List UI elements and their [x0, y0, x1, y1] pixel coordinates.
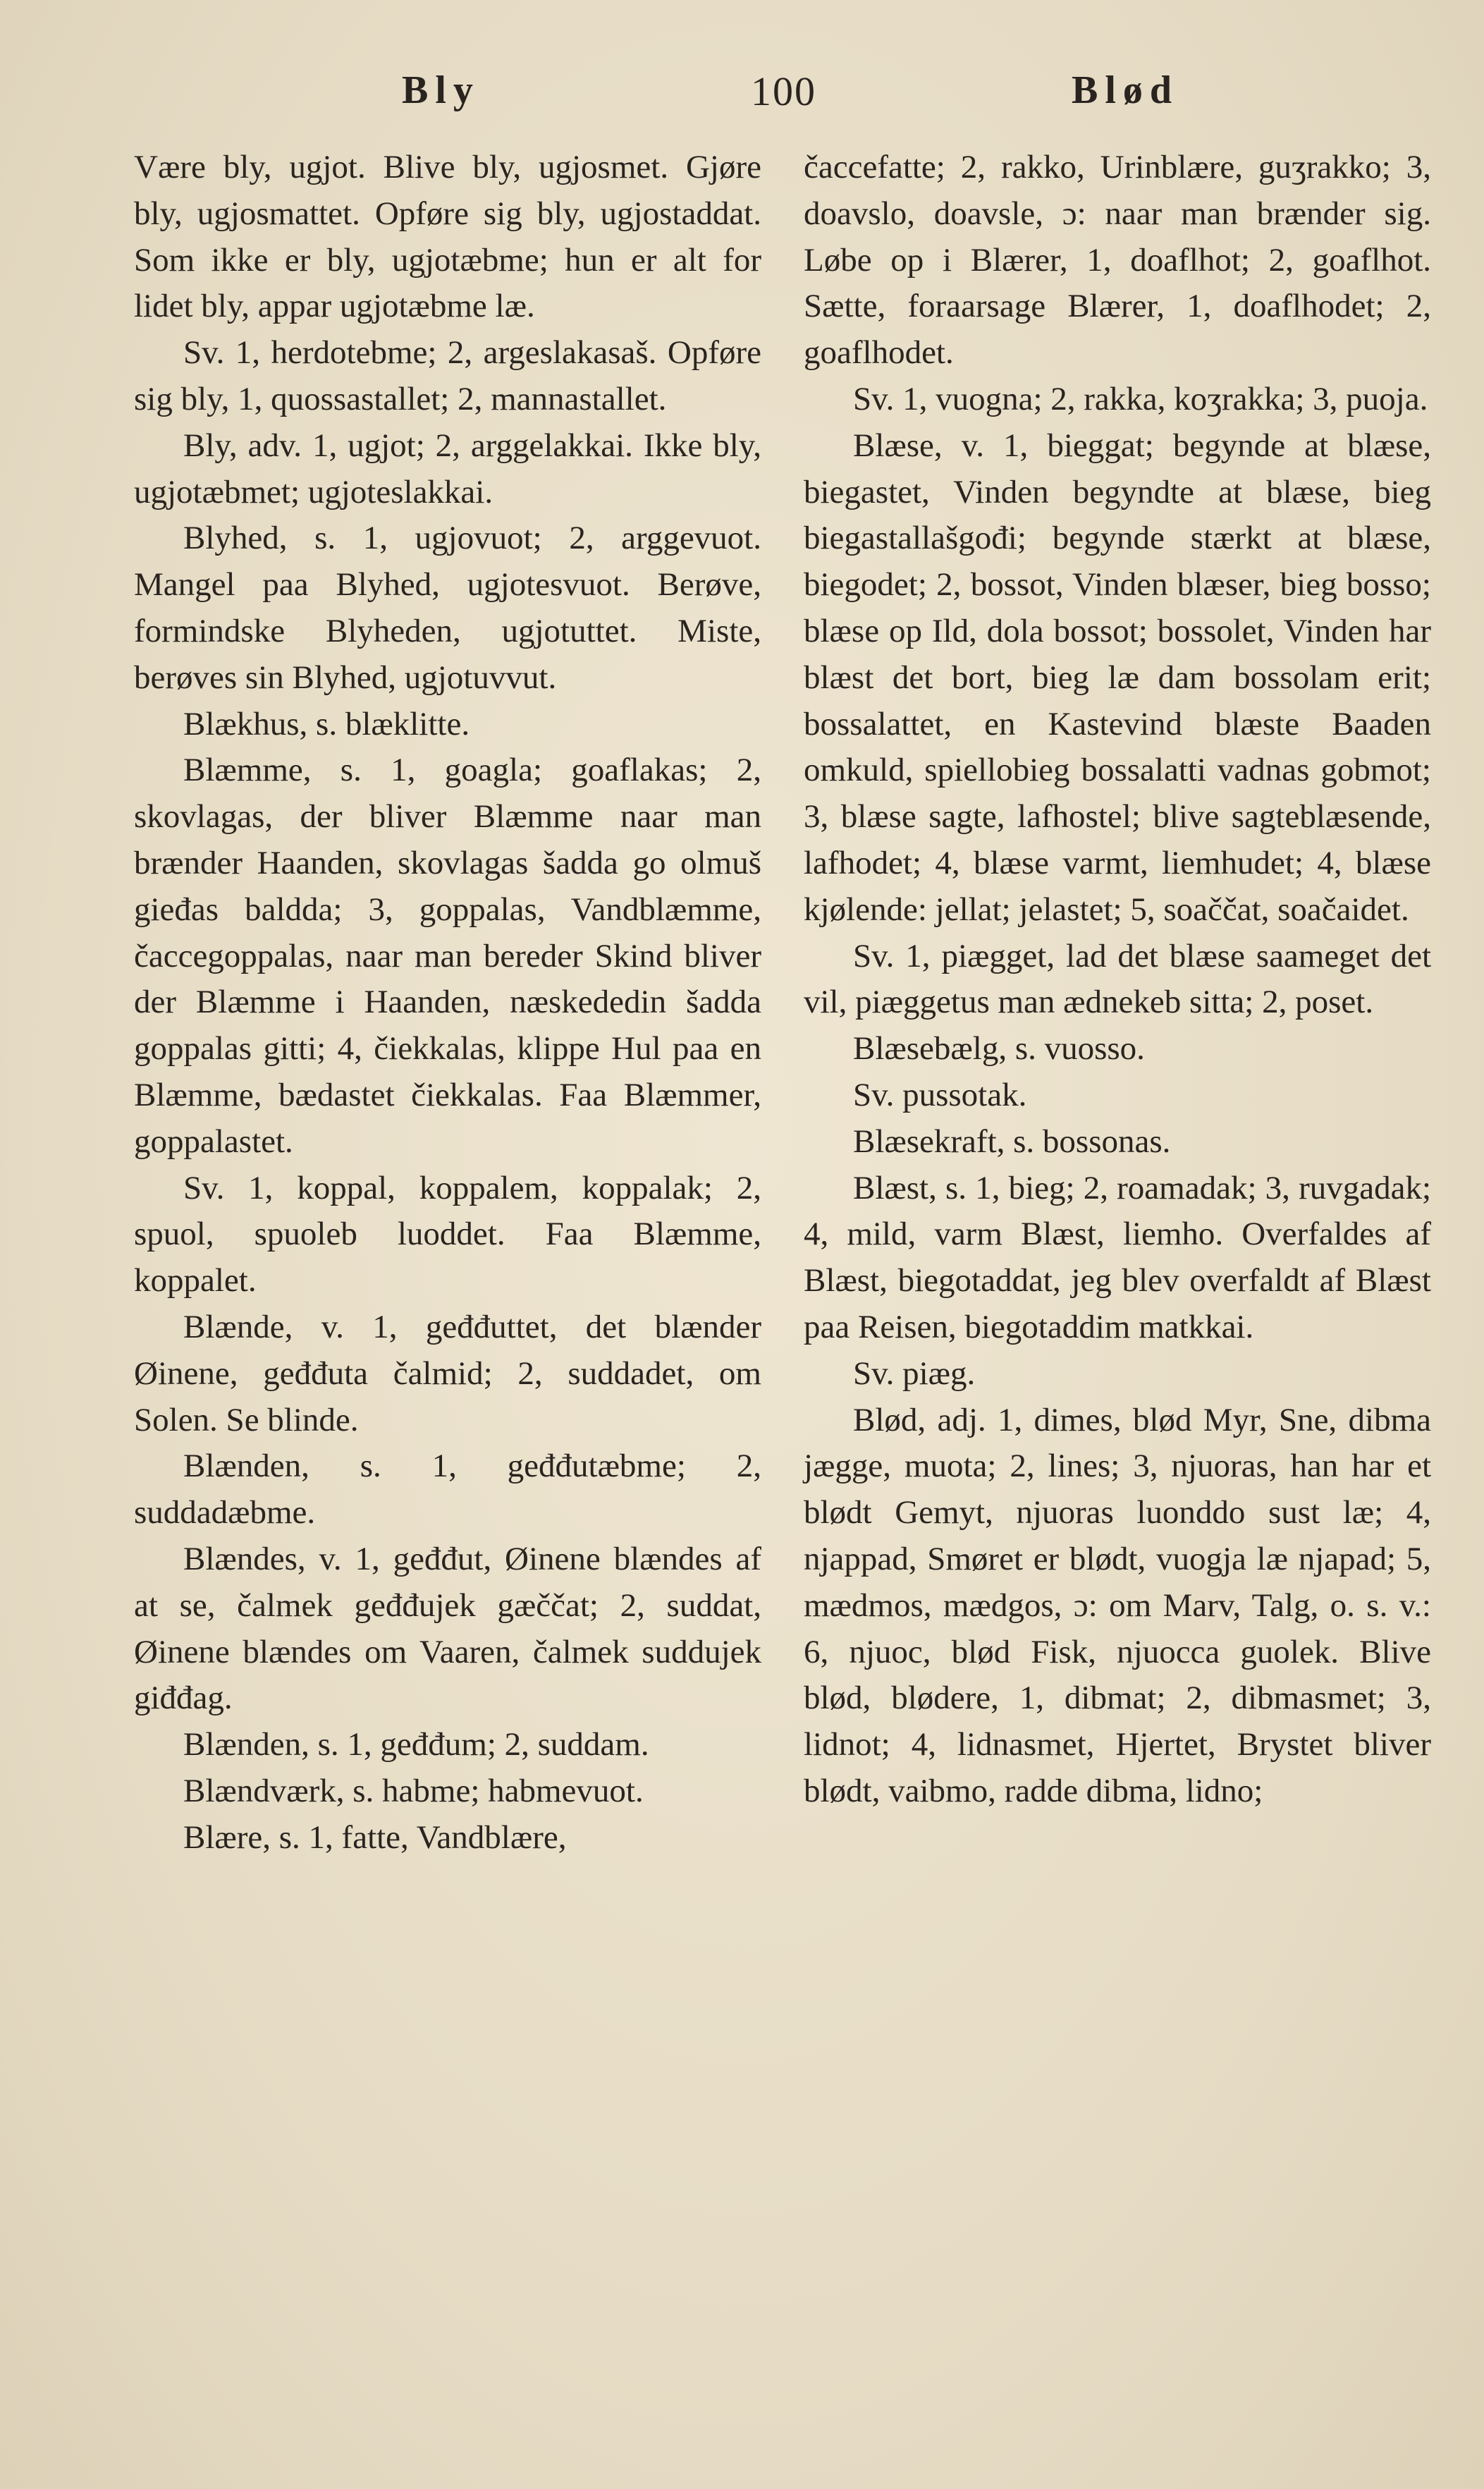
- entry-l12: Blændværk, s. habme; habmevuot.: [183, 1772, 644, 1809]
- entry-l9: Blænden, s. 1, geđđutæbme; 2, suddadæbme.: [134, 1448, 761, 1531]
- entry-l10: Blændes, v. 1, geđđut, Øinene blændes af at se, čalmek geđđujek gæččat; 2, suddat, Øinene blændes om Vaaren, čalmek suddujek giđđag.: [134, 1540, 761, 1717]
- left-column: [134, 145, 761, 1861]
- entry-l11: Blænden, s. 1, geđđum; 2, suddam.: [183, 1726, 649, 1763]
- entry-l2: Sv. 1, herdotebme; 2, argeslakasaš. Opføre sig bly, 1, quossastallet; 2, mannastallet.: [134, 334, 761, 417]
- entry-l1: Være bly, ugjot. Blive bly, ugjosmet. Gjøre bly, ugjosmattet. Opføre sig bly, ugjostaddat. Som ikke er bly, ugjotæbme; hun er alt for lidet bly, appar ugjotæbme læ.: [134, 149, 761, 325]
- entry-l6: Blæmme, s. 1, goagla; goaflakas; 2, skovlagas, der bliver Blæmme naar man brænder Haanden, skovlagas šadda go olmuš gieđas baldda; 3, goppalas, Vandblæmme, čaccegoppalas, naar man bereder Skind bliver der Blæmme i Haanden, næskededin šadda goppalas gitti; 4, čiekkalas, klippe Hul paa en Blæmme, bædastet čiekkalas. Faa Blæmmer, goppalastet.: [134, 752, 761, 1160]
- entry-r4: Sv. 1, piægget, lad det blæse saameget det vil, piæggetus man ædnekeb sitta; 2, poset.: [804, 937, 1431, 1021]
- entry-l5: Blækhus, s. blæklitte.: [183, 705, 470, 742]
- entry-l4: Blyhed, s. 1, ugjovuot; 2, arggevuot. Mangel paa Blyhed, ugjotesvuot. Berøve, formindske Blyheden, ugjotuttet. Miste, berøves sin Blyhed, ugjotuvvut.: [134, 520, 761, 696]
- running-head-left: Bly: [402, 68, 480, 112]
- running-head-right: Blød: [1072, 68, 1179, 112]
- page-number: 100: [751, 68, 816, 114]
- entry-l7: Sv. 1, koppal, koppalem, koppalak; 2, spuol, spuoleb luoddet. Faa Blæmme, koppalet.: [134, 1169, 761, 1299]
- entry-r10: Blød, adj. 1, dimes, blød Myr, Sne, dibma jægge, muota; 2, lines; 3, njuoras, han har et blødt Gemyt, njuoras luonddo sust læ; 4, njappad, Smøret er blødt, vuogja læ njapad; 5, mædmos, mædgos, ɔ: om Marv, Talg, o. s. v.: 6, njuoc, blød Fisk, njuocca guolek. Blive blød, blødere, 1, dibmat; 2, dibmasmet; 3, lidnot; 4, lidnasmet, Hjertet, Brystet bliver blødt, vaibmo, radde dibma, lidno;: [804, 1401, 1431, 1809]
- right-column: [804, 145, 1431, 1815]
- entry-r2: Sv. 1, vuogna; 2, rakka, koʒrakka; 3, puoja.: [853, 380, 1428, 417]
- entry-l8: Blænde, v. 1, geđđuttet, det blænder Øinene, geđđuta čalmid; 2, suddadet, om Solen. Se blinde.: [134, 1308, 761, 1438]
- entry-l3: Bly, adv. 1, ugjot; 2, arggelakkai. Ikke bly, ugjotæbmet; ugjoteslakkai.: [134, 427, 761, 510]
- entry-r6: Sv. pussotak.: [853, 1076, 1027, 1113]
- entry-r9: Sv. piæg.: [853, 1354, 976, 1392]
- entry-r3: Blæse, v. 1, bieggat; begynde at blæse, biegastet, Vinden begyndte at blæse, bieg biegastallašgođi; begynde stærkt at blæse, biegodet; 2, bossot, Vinden blæser, bieg bosso; blæse op Ild, dola bossot; bossolet, Vinden har blæst det bort, bieg læ dam bossolam erit; bossalattet, en Kastevind blæste Baaden omkuld, spiellobieg bossalatti vadnas gobmot; 3, blæse sagte, lafhostel; blive sagteblæsende, lafhodet; 4, blæse varmt, liemhudet; 4, blæse kjølende: jellat; jelastet; 5, soaččat, soačaidet.: [804, 427, 1431, 928]
- entry-r8: Blæst, s. 1, bieg; 2, roamadak; 3, ruvgadak; 4, mild, varm Blæst, liemho. Overfaldes af Blæst, biegotaddat, jeg blev overfaldt af Blæst paa Reisen, biegotaddim matkkai.: [804, 1169, 1431, 1345]
- entry-r7: Blæsekraft, s. bossonas.: [853, 1123, 1171, 1160]
- entry-l13: Blære, s. 1, fatte, Vandblære,: [183, 1818, 567, 1856]
- entry-r1: čaccefatte; 2, rakko, Urinblære, guʒrakko; 3, doavslo, doavsle, ɔ: naar man brænder sig. Løbe op i Blærer, 1, doaflhot; 2, goaflhot. Sætte, foraarsage Blærer, 1, doaflhodet; 2, goaflhodet.: [804, 149, 1431, 372]
- entry-r5: Blæsebælg, s. vuosso.: [853, 1030, 1145, 1068]
